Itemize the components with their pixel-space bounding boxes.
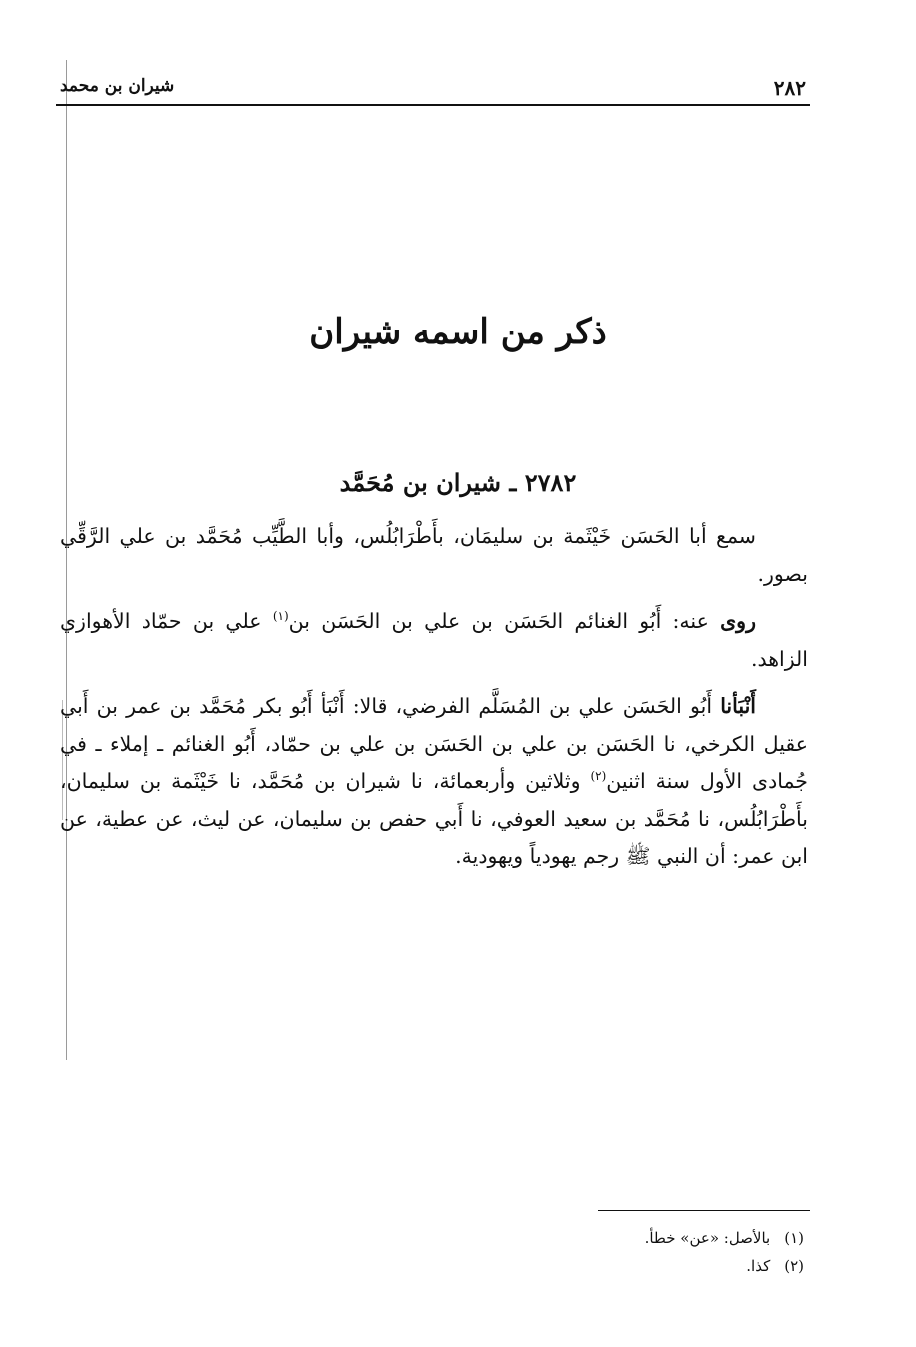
header-rule	[56, 104, 810, 106]
footnote-1	[400, 1224, 804, 1252]
entry-heading: ٢٧٨٢ ـ شيران بن مُحَمَّد	[339, 468, 577, 497]
footnote-2	[400, 1252, 804, 1280]
paragraph-2-text-b: علي بن حمّاد الأهوازي الزاهد.	[60, 609, 808, 671]
paragraph-3-text-a: أَبُو الحَسَن علي بن المُسَلَّم الفرضي، قالا: أَنْبَأ أَبُو بكر مُحَمَّد بن عمر بن أَبي عقيل الكرخي، نا الحَسَن بن علي بن الحَسَن بن علي بن حمّاد، أَبُو الغنائم ـ إملاء ـ في جُمادى الأول سنة اثنين	[60, 694, 808, 793]
footnote-ref-2: (٢)	[590, 769, 607, 784]
footnotes	[400, 1224, 804, 1280]
paragraph-3	[60, 688, 808, 876]
paragraph-2	[60, 603, 808, 678]
footnote-number: (٢)	[784, 1257, 804, 1275]
footnote-rule	[598, 1210, 810, 1211]
paragraph-3-lead: أَنْبَأنا	[720, 694, 756, 718]
paragraph-1-text: سمع أبا الحَسَن خَيْثَمة بن سليمَان، بأَطْرَابُلُس، وأبا الطَّيِّب مُحَمَّد بن علي الرَّقِّي بصور.	[60, 524, 808, 586]
page-number: ٢٨٢	[773, 76, 806, 100]
footnote-number: (١)	[784, 1229, 804, 1247]
footnote-text: كذا.	[746, 1257, 771, 1275]
paragraph-3-text-b: وثلاثين وأربعمائة، نا شيران بن مُحَمَّد، نا خَيْثَمة بن سليمان، بأَطْرَابُلُس، نا مُحَمَّد بن سعيد العوفي، نا أَبي حفص بن سليمان، عن ليث، عن عطية، عن ابن عمر: أن النبي ﷺ رجم يهودياً ويهودية.	[60, 769, 808, 868]
footnote-text: بالأصل: «عن» خطأ.	[644, 1229, 771, 1247]
running-header	[56, 76, 810, 102]
paragraph-2-lead: روى	[720, 609, 756, 633]
paragraph-2-text-a: عنه: أَبُو الغنائم الحَسَن بن علي بن الحَسَن بن	[288, 609, 709, 633]
footnote-ref-1: (١)	[272, 609, 289, 624]
chapter-title: ذكر من اسمه شيران	[309, 312, 607, 352]
running-title: شيران بن محمد	[60, 76, 175, 96]
body-text	[60, 518, 808, 886]
paragraph-1	[60, 518, 808, 593]
